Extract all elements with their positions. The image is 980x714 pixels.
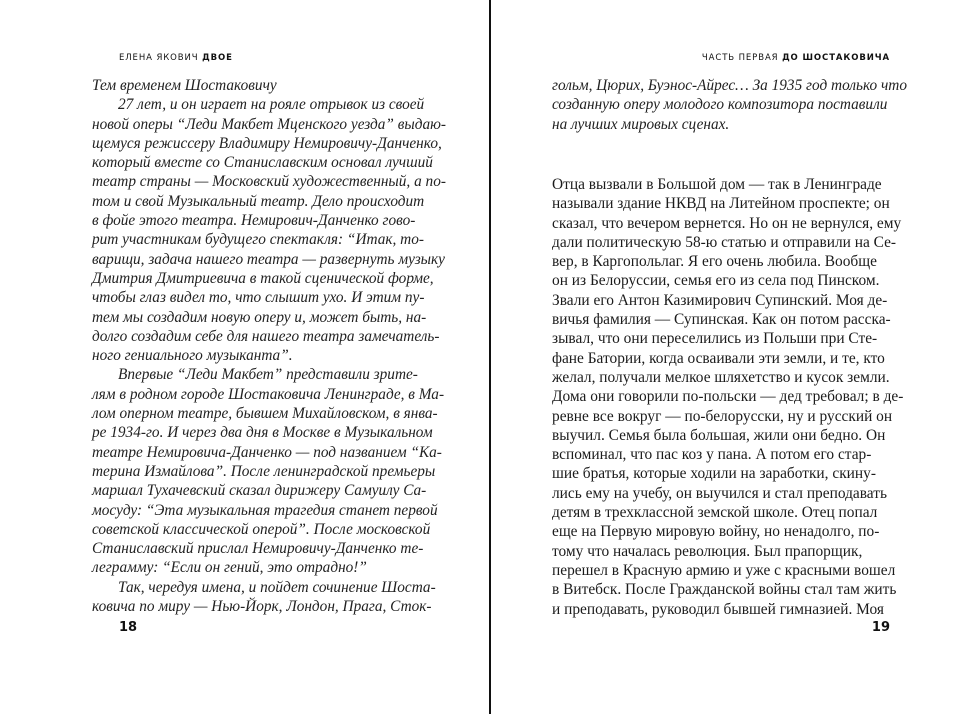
text-line: Так, чередуя имена, и пойдет сочинение Шоста- bbox=[118, 578, 436, 596]
text-line: тем мы создадим новую оперу и, может быть, на- bbox=[92, 308, 427, 326]
text-line: гольм, Цюрих, Буэнос-Айрес… За 1935 год только что bbox=[552, 77, 908, 94]
page-number-right: 19 bbox=[871, 620, 890, 635]
text-line: дали политическую 58-ю статью и отправили на Се- bbox=[552, 233, 897, 251]
text-line: Впервые “Леди Макбет” представили зрите- bbox=[118, 366, 418, 384]
text-line: новой оперы “Леди Макбет Мценского уезда” выдаю- bbox=[92, 115, 447, 133]
text-line: шие братья, которые ходили на заработки, скину- bbox=[552, 465, 876, 483]
page-number-left: 18 bbox=[119, 620, 138, 635]
left-page-header bbox=[119, 53, 233, 63]
right-page-body-text bbox=[552, 175, 903, 619]
header-author: ЕЛЕНА ЯКОВИЧ bbox=[119, 53, 199, 63]
text-line: рит участникам будущего спектакля: “Итак, то- bbox=[92, 231, 424, 249]
header-book-title: ДВОЕ bbox=[202, 53, 233, 63]
text-line: мосуду: “Эта музыкальная трагедия станет первой bbox=[92, 501, 438, 519]
text-line: вер, в Каргопольлаг. Я его очень любила. Вообще bbox=[552, 253, 877, 271]
text-line: щемуся режиссеру Владимиру Немировичу-Данченко, bbox=[92, 134, 442, 152]
text-line: лям в родном городе Шостаковича Ленинграде, в Ма- bbox=[92, 385, 445, 403]
text-line: желал, получали мелкое шляхетство и кусок земли. bbox=[552, 368, 890, 386]
text-line: долго создадим себе для нашего театра замечатель- bbox=[92, 327, 440, 345]
text-line: выучил. Семья была большая, жили они бедно. Он bbox=[552, 426, 886, 444]
text-line: Отца вызвали в Большой дом — так в Ленинграде bbox=[552, 176, 882, 193]
text-line: лись ему на учебу, он выучился и стал преподавать bbox=[552, 484, 887, 502]
text-line: ного гениального музыканта”. bbox=[92, 347, 293, 365]
text-line: вичья фамилия — Супинская. Как он потом расска- bbox=[552, 311, 891, 329]
text-line: который вместе со Станиславским основал лучший bbox=[92, 154, 433, 172]
text-line: созданную оперу молодого композитора поставили bbox=[552, 96, 888, 114]
text-line: зывал, что они переселились из Польши при Сте- bbox=[552, 330, 878, 348]
text-line: Дома они говорили по-польски — дед требовал; в де- bbox=[552, 388, 904, 406]
left-page-text bbox=[92, 76, 446, 616]
text-line: Тем временем Шостаковичу bbox=[92, 77, 277, 94]
text-line: детям в трехклассной земской школе. Отец попал bbox=[552, 504, 878, 522]
text-line: в фойе этого театра. Немирович-Данченко гово- bbox=[92, 212, 416, 230]
text-line: леграмму: “Если он гений, это отрадно!” bbox=[92, 559, 367, 577]
text-line: 27 лет, и он играет на рояле отрывок из своей bbox=[118, 96, 425, 114]
text-line: варищи, задача нашего театра — развернуть музыку bbox=[92, 250, 445, 268]
text-line: том и свой Музыкальный театр. Дело происходит bbox=[92, 192, 425, 210]
text-line: он из Белоруссии, семья его из села под Пинском. bbox=[552, 272, 880, 290]
text-line: называли здание НКВД на Литейном проспекте; он bbox=[552, 195, 890, 213]
right-page-italic-text bbox=[552, 76, 907, 134]
text-line: вспоминал, что пас коз у пана. А потом его стар- bbox=[552, 446, 872, 464]
text-line: чтобы глаз видел то, что слышит ухо. И этим пу- bbox=[92, 289, 425, 307]
text-line: Станиславский прислал Немировичу-Данченко те- bbox=[92, 540, 424, 558]
text-line: театре Немировича-Данченко — под названием “Ка- bbox=[92, 443, 442, 461]
right-page-header bbox=[702, 53, 890, 63]
book-spine bbox=[489, 0, 491, 714]
text-line: тому что началась революция. Был прапорщик, bbox=[552, 542, 863, 560]
text-line: ре 1934-го. И через два дня в Москве в Музыкальном bbox=[92, 424, 433, 442]
text-line: лом оперном театре, бывшем Михайловском, в янва- bbox=[92, 405, 438, 423]
text-line: фане Батории, когда осваивали эти земли, и те, кто bbox=[552, 349, 885, 367]
text-line: на лучших мировых сценах. bbox=[552, 115, 730, 133]
text-line: советской классической оперой”. После московской bbox=[92, 520, 431, 538]
header-chapter-title: ДО ШОСТАКОВИЧА bbox=[782, 53, 890, 63]
header-part: ЧАСТЬ ПЕРВАЯ bbox=[701, 53, 779, 63]
text-line: и преподавать, руководил бывшей гимназией. Моя bbox=[552, 600, 884, 618]
text-line: ковича по миру — Нью-Йорк, Лондон, Прага, Сток- bbox=[92, 598, 432, 616]
text-line: перешел в Красную армию и уже с красными вошел bbox=[552, 561, 896, 579]
text-line: Дмитрия Дмитриевича в такой сценической форме, bbox=[92, 269, 434, 287]
text-line: ревне все вокруг — по-белорусски, ну и русский он bbox=[552, 407, 893, 425]
text-line: маршал Тухачевский сказал дирижеру Самуилу Са- bbox=[92, 482, 427, 500]
text-line: Звали его Антон Казимирович Супинский. Моя де- bbox=[552, 291, 888, 309]
text-line: сказал, что вечером вернется. Но он не вернулся, ему bbox=[552, 214, 902, 232]
text-line: терина Измайлова”. После ленинградской премьеры bbox=[92, 462, 436, 480]
text-line: в Витебск. После Гражданской войны стал там жить bbox=[552, 581, 897, 599]
text-line: еще на Первую мировую войну, но ненадолго, по- bbox=[552, 523, 880, 541]
text-line: театр страны — Московский художественный, а по- bbox=[92, 173, 446, 191]
